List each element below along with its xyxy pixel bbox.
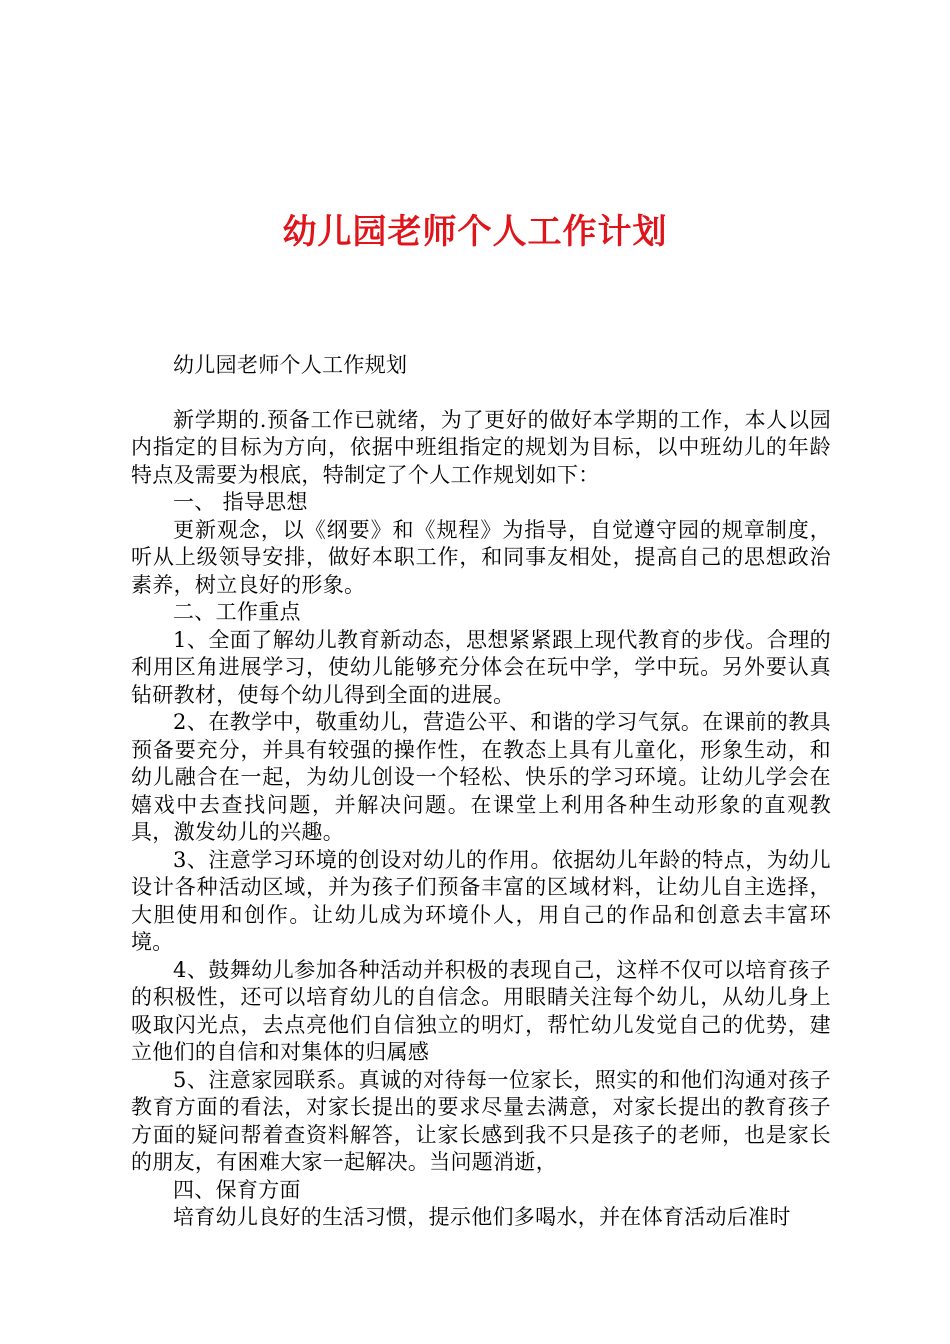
document-title: 幼儿园老师个人工作计划 <box>282 212 668 252</box>
document-body <box>131 352 831 1232</box>
intro-paragraph: 新学期的.预备工作已就绪，为了更好的做好本学期的工作，本人以园内指定的目标为方向，依据中班组指定的规划为目标，以中班幼儿的年龄特点及需要为根底，特制定了个人工作规划如下： <box>131 407 831 487</box>
paragraph-childcare: 培育幼儿良好的生活习惯，提示他们多喝水，并在体育活动后准时 <box>173 1205 791 1229</box>
paragraph-item-4: 4、鼓舞幼儿参加各种活动并积极的表现自己，这样不仅可以培育孩子的积极性，还可以培育幼儿的自信念。用眼睛关注每个幼儿，从幼儿身上吸取闪光点，去点亮他们自信独立的明灯，帮忙幼儿发觉自己的优势，建立他们的自信和对集体的归属感 <box>131 957 831 1064</box>
section-heading-work-focus: 二、工作重点 <box>173 600 301 624</box>
section-heading-guiding-thought: 一、 指导思想 <box>173 490 308 514</box>
paragraph-item-1: 1、全面了解幼儿教育新动态，思想紧紧跟上现代教育的步伐。合理的利用区角进展学习，使幼儿能够充分体会在玩中学，学中玩。另外要认真钻研教材，使每个幼儿得到全面的进展。 <box>131 627 831 707</box>
paragraph-item-5: 5、注意家园联系。真诚的对待每一位家长，照实的和他们沟通对孩子教育方面的看法，对家长提出的要求尽量去满意，对家长提出的教育孩子方面的疑问帮着查资料解答，让家长感到我不只是孩子的老师，也是家长的朋友，有困难大家一起解决。当问题消逝， <box>131 1067 831 1174</box>
document-subtitle: 幼儿园老师个人工作规划 <box>173 353 408 377</box>
paragraph-item-3: 3、注意学习环境的创设对幼儿的作用。依据幼儿年龄的特点，为幼儿设计各种活动区域，并为孩子们预备丰富的区域材料，让幼儿自主选择，大胆使用和创作。让幼儿成为环境仆人，用自己的作品和创意去丰富环境。 <box>131 847 831 954</box>
paragraph-item-2: 2、在教学中，敬重幼儿，营造公平、和谐的学习气氛。在课前的教具预备要充分，并具有较强的操作性，在教态上具有儿童化，形象生动，和幼儿融合在一起，为幼儿创设一个轻松、快乐的学习环境。让幼儿学会在嬉戏中去查找问题，并解决问题。在课堂上利用各种生动形象的直观教具，激发幼儿的兴趣。 <box>131 710 831 844</box>
section-heading-childcare: 四、保育方面 <box>173 1177 301 1202</box>
paragraph-guiding-thought: 更新观念，以《纲要》和《规程》为指导，自觉遵守园的规章制度，听从上级领导安排，做好本职工作，和同事友相处，提高自己的思想政治素养，树立良好的形象。 <box>131 517 831 597</box>
